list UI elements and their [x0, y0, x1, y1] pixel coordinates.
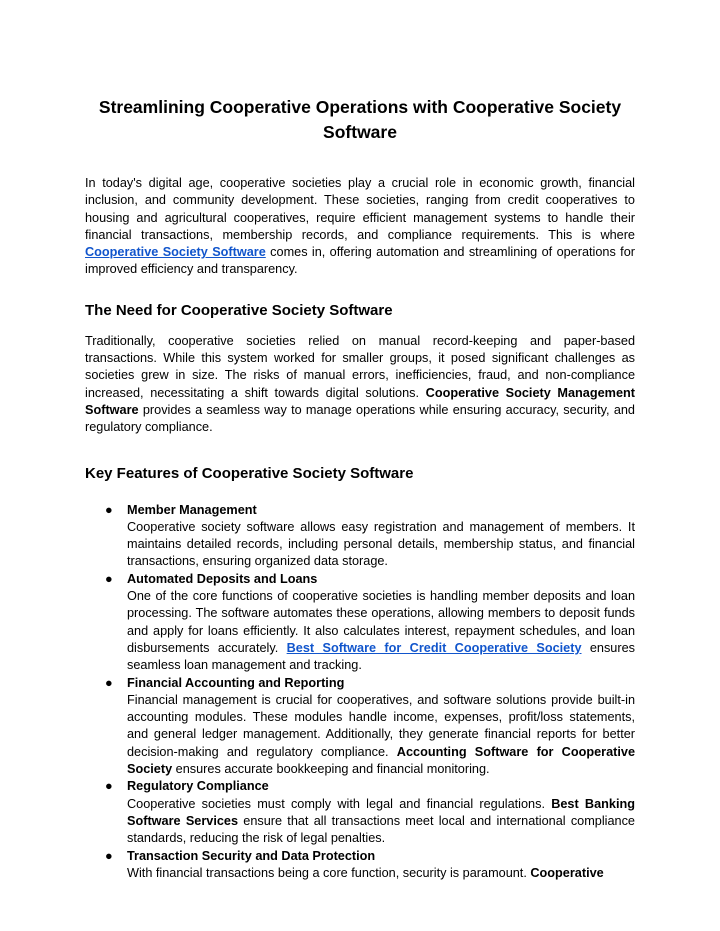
item-body-before: Cooperative societies must comply with legal and financial regulations.	[127, 796, 552, 811]
bullet-icon: ●	[105, 571, 113, 586]
item-bold-term: Accounting Software for Cooperative Society	[127, 744, 636, 777]
item-body-before: One of the core functions of cooperative societies is handling member deposits and loan processing. The software automates these operations, allowing members to deposit funds and apply for loans efficiently. It also calculates interest, repayment schedules, and loan disbursements accurately.	[127, 589, 635, 655]
item-body: Cooperative society software allows easy registration and management of members. It maintains detailed records, including personal details, membership status, and financial transactions, ensuring organized data storage.	[127, 519, 635, 569]
list-item	[85, 571, 635, 675]
need-text-after: provides a seamless way to manage operations while ensuring accuracy, security, and regulatory compliance.	[85, 402, 635, 435]
item-title: Transaction Security and Data Protection	[127, 848, 376, 863]
item-body	[127, 865, 635, 882]
features-list	[85, 502, 635, 883]
bullet-icon: ●	[105, 779, 113, 794]
item-body-after: ensures accurate bookkeeping and financial monitoring.	[172, 762, 490, 777]
list-item	[85, 675, 635, 779]
item-title: Financial Accounting and Reporting	[127, 675, 345, 690]
best-software-credit-cooperative-link[interactable]: Best Software for Credit Cooperative Society	[286, 640, 582, 655]
list-item	[85, 502, 635, 571]
cooperative-society-software-link[interactable]: Cooperative Society Software	[85, 245, 266, 260]
need-text-before: Traditionally, cooperative societies relied on manual record-keeping and paper-based transactions. While this system worked for smaller groups, it posed significant challenges as societies grew in size. The risks of manual errors, inefficiencies, fraud, and non-compliance increased, necessitating a shift towards digital solutions.	[85, 333, 635, 400]
item-body-after: ensures seamless loan management and tracking.	[127, 640, 635, 673]
intro-paragraph	[85, 175, 635, 279]
intro-text-after: comes in, offering automation and streamlining of operations for improved efficiency and transparency.	[85, 245, 635, 277]
item-bold-term: Cooperative	[530, 865, 604, 880]
item-body-before: Financial management is crucial for cooperatives, and software solutions provide built-in accounting modules. These modules handle income, expenses, profit/loss statements, and general ledger management. Additionally, they generate financial reports for better decision-making and regulatory compliance.	[127, 692, 635, 759]
item-body	[127, 588, 635, 674]
item-title: Regulatory Compliance	[127, 779, 269, 794]
need-paragraph	[85, 333, 635, 437]
list-item	[85, 778, 635, 847]
list-item	[85, 848, 635, 883]
bullet-icon: ●	[105, 848, 113, 863]
item-bold-term: Best Banking Software Services	[127, 796, 635, 828]
item-body-before: With financial transactions being a core function, security is paramount.	[127, 865, 531, 880]
item-title: Automated Deposits and Loans	[127, 571, 318, 586]
features-heading: Key Features of Cooperative Society Software	[85, 464, 414, 482]
item-body-after: ensure that all transactions meet local and international compliance standards, reducing the risk of legal penalties.	[127, 813, 635, 846]
item-body	[127, 796, 635, 848]
intro-text-before: In today's digital age, cooperative societies play a crucial role in economic growth, financial inclusion, and community development. These societies, ranging from credit cooperatives to housing and agricultural cooperatives, require efficient management systems to handle their financial transactions, membership records, and compliance requirements. This is where	[85, 176, 635, 242]
item-title: Member Management	[127, 502, 257, 517]
need-heading: The Need for Cooperative Society Software	[85, 301, 393, 319]
bullet-icon: ●	[105, 502, 113, 517]
bullet-icon: ●	[105, 675, 113, 690]
need-bold-term: Cooperative Society Management Software	[85, 385, 635, 417]
page-title: Streamlining Cooperative Operations with Cooperative Society Software	[98, 97, 622, 142]
item-body	[127, 692, 635, 778]
